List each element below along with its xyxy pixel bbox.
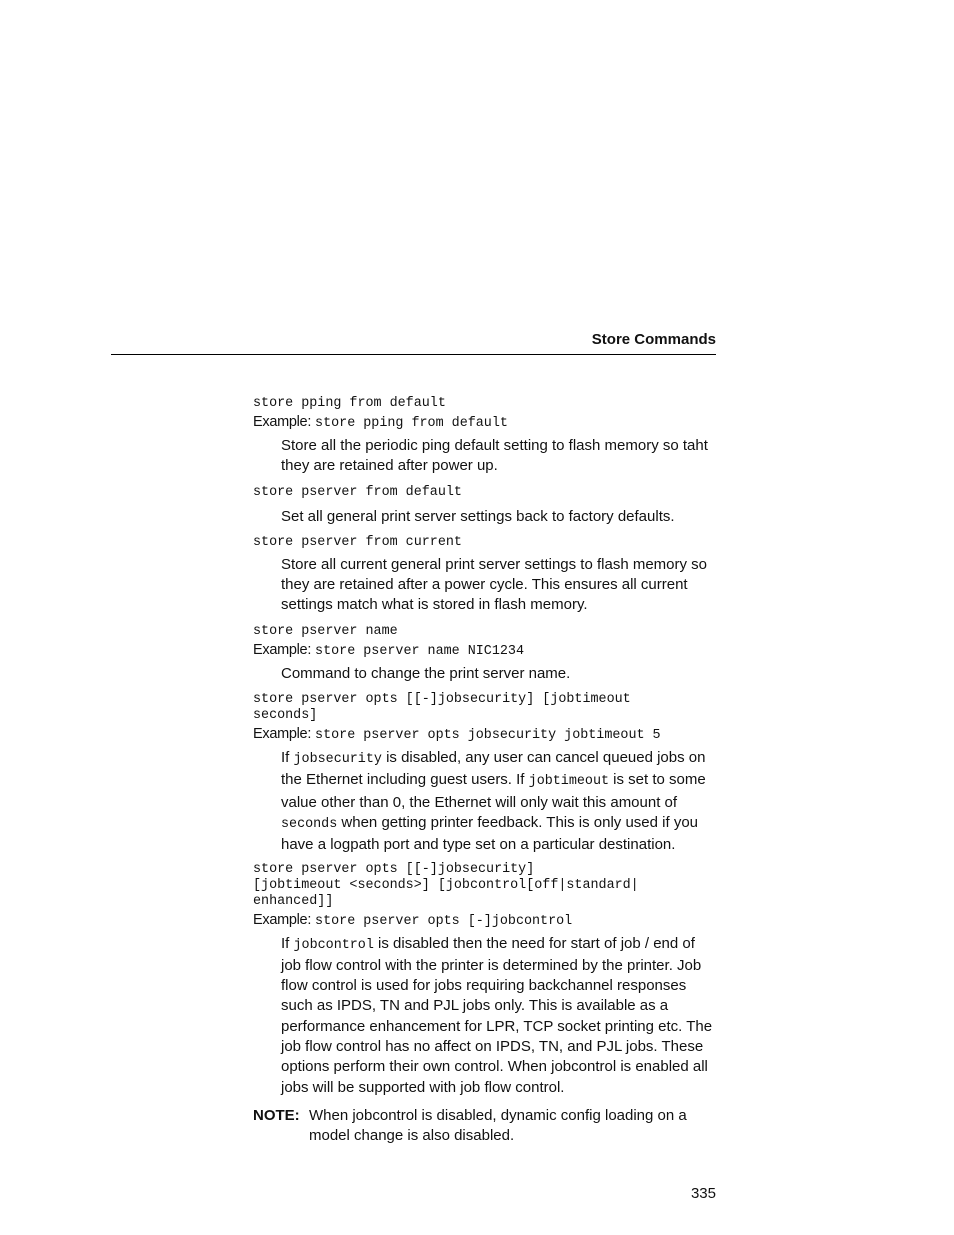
command-description: Store all current general print server settings to flash memory so they are retained after a power cycle. This ensures all current settings match what is stored in flash memory. [281,555,708,614]
command-entry [253,624,718,684]
example-label: Example: [253,911,312,928]
command-description: If jobcontrol is disabled then the need for start of job / end of job flow control with the printer is determined by the printer. Job flow control is used for jobs requiring backchannel responses such as IPDS, TN and PJL jobs only. This is available as a performance enhancement for LPR, TCP socket printing etc. The job flow control has no affect on IPDS, TN, and PJL jobs. These options perform their own control. When jobcontrol is enabled all jobs will be supported with job flow control. [281,934,713,1096]
command-entry [253,692,718,855]
example-line [253,910,718,932]
command-description: Store all the periodic ping default setting to flash memory so taht they are retained after power up. [281,437,708,475]
command-description: If jobsecurity is disabled, any user can cancel queued jobs on the Ethernet including guest users. If jobtimeout is set to some value other than 0, the Ethernet will only wait this amount of seconds when getting printer feedback. This is only used if you have a logpath port and type set on a particular destination. [281,749,706,854]
example-label: Example: [253,726,312,743]
inline-code: seconds [281,816,338,832]
running-header: Store Commands [591,331,716,348]
command-entry [253,862,718,1098]
command-entry [253,535,718,616]
note-block [253,1106,718,1147]
command-syntax: store pserver name [253,623,398,639]
page-number: 335 [690,1185,716,1202]
example-line [253,640,718,662]
command-syntax: store pping from default [253,396,446,411]
command-entry [253,396,718,477]
example-code: store pserver name NIC1234 [315,643,524,659]
command-description: Command to change the print server name. [281,664,571,682]
example-label: Example: [253,641,312,658]
command-syntax: store pserver from current [253,534,462,550]
example-code: store pserver opts [-]jobcontrol [315,913,573,929]
inline-code: jobcontrol [293,937,374,953]
main-content [253,396,718,1147]
inline-code: jobtimeout [528,774,610,790]
command-syntax: store pserver opts [[-]jobsecurity] [jobtimeout <seconds>] [jobcontrol[off|standard| enhanced]] [253,861,639,909]
example-line [253,724,718,746]
header-rule [111,354,716,355]
example-code: store pping from default [315,416,508,431]
example-code: store pserver opts jobsecurity jobtimeout 5 [315,728,661,744]
example-line [253,412,718,434]
inline-code: jobsecurity [293,752,382,768]
command-syntax: store pserver from default [253,484,462,500]
example-label: Example: [253,414,312,430]
note-label: NOTE: [253,1106,300,1124]
command-description: Set all general print server settings back to factory defaults. [281,507,675,525]
command-entry [253,485,718,527]
note-text: When jobcontrol is disabled, dynamic config loading on a model change is also disabled. [309,1106,687,1145]
command-syntax: store pserver opts [[-]jobsecurity] [jobtimeout seconds] [253,692,639,724]
